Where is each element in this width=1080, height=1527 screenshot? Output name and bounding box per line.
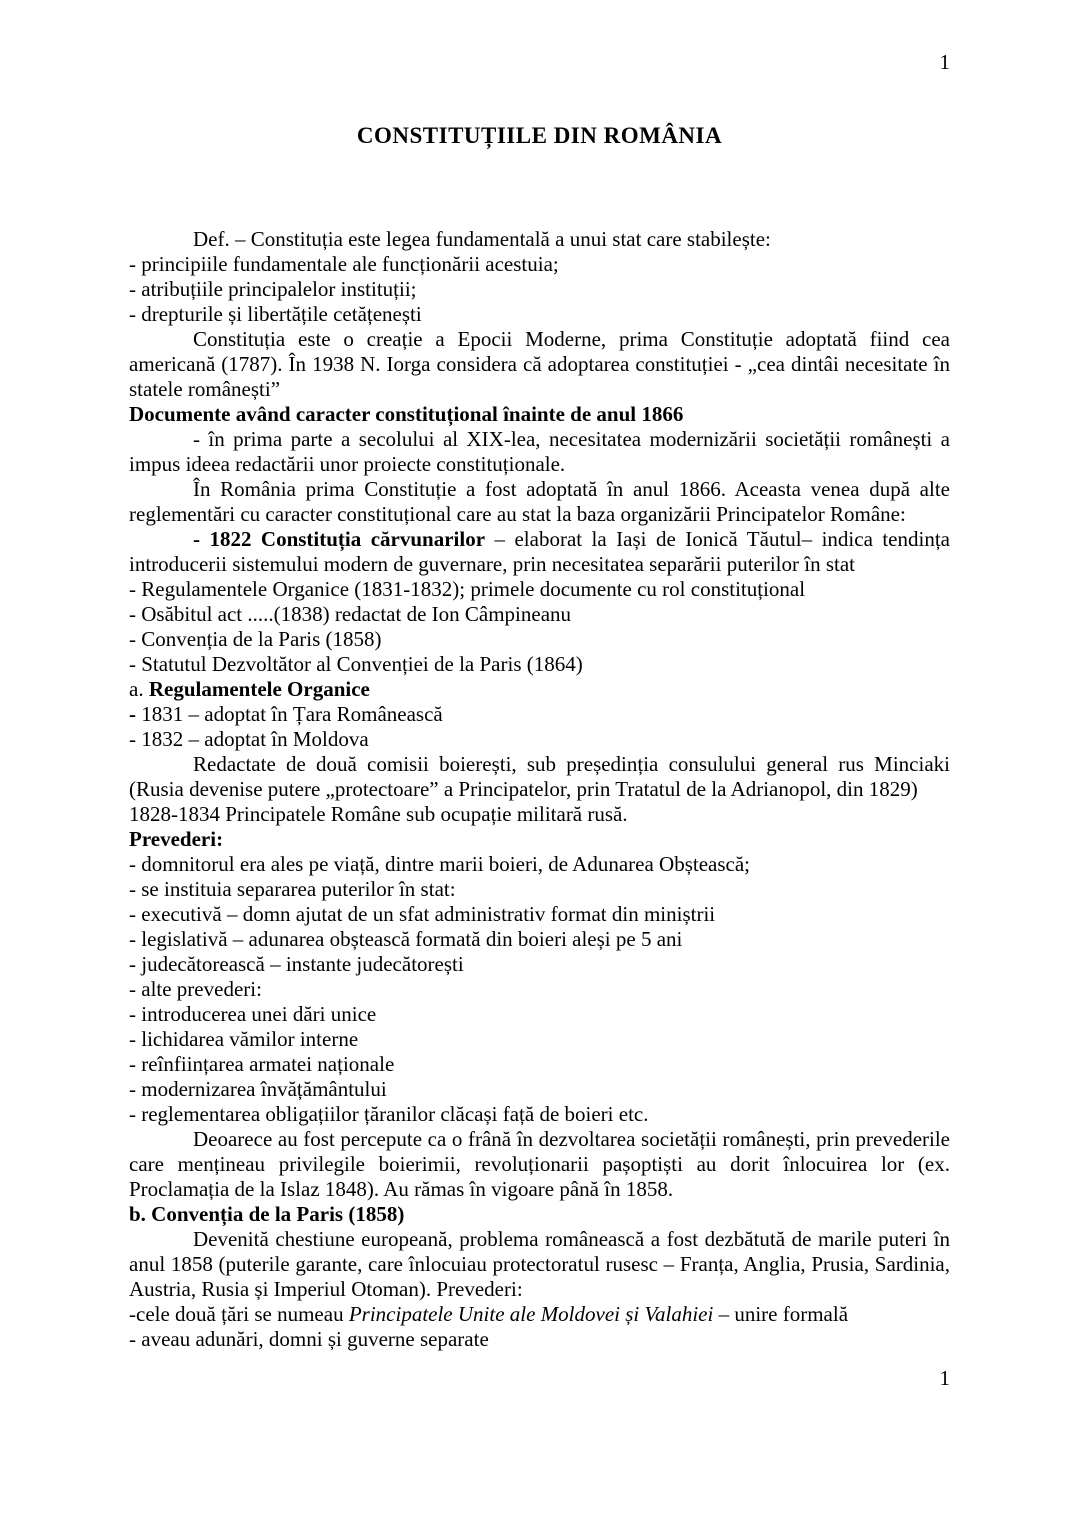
list-item: [129, 1327, 950, 1352]
text-run: - judecătorească – instante judecătorești: [129, 952, 464, 976]
list-item: [129, 1302, 950, 1327]
text-run: 1828-1834 Principatele Române sub ocupație militară rusă.: [129, 802, 628, 826]
text-run: - domnitorul era ales pe viață, dintre marii boieri, de Adunarea Obștească;: [129, 852, 751, 876]
text-run: - Statutul Dezvoltător al Convenției de la Paris (1864): [129, 652, 583, 676]
paragraph: [129, 427, 950, 477]
text-run: - 1832 – adoptat în Moldova: [129, 727, 369, 751]
text-run: – elaborat la Iași de Ionică Tăutul– indica tendința introducerii sistemului modern de guvernare, prin necesitatea separării puterilor în stat: [129, 527, 950, 576]
text-run: - modernizarea învățământului: [129, 1077, 387, 1101]
text-run: - legislativă – adunarea obștească formată din boieri aleși pe 5 ani: [129, 927, 683, 951]
sub-list-item: [129, 1077, 950, 1102]
text-run: Constituția este o creație a Epocii Moderne, prima Constituție adoptată fiind cea americană (1787). În 1938 N. Iorga considera că adoptarea constituției - „cea dintâi necesitate în statele românești”: [129, 327, 950, 401]
paragraph: [129, 527, 950, 577]
text-run: a.: [129, 677, 149, 701]
text-run: – unire formală: [713, 1302, 849, 1326]
text-run: - executivă – domn ajutat de un sfat administrativ format din miniștrii: [129, 902, 716, 926]
text-run: b. Convenția de la Paris (1858): [129, 1202, 405, 1226]
text-run: În România prima Constituție a fost adoptată în anul 1866. Aceasta venea după alte reglementări cu caracter constituțional care au stat la baza organizării Principatelor Române:: [129, 477, 950, 526]
list-item: [129, 877, 950, 902]
definition-intro: [129, 227, 950, 252]
text-run: Documente având caracter constituțional înainte de anul 1866: [129, 402, 684, 426]
text-run: Principatele Unite ale Moldovei și Valahiei: [348, 1302, 714, 1326]
list-item: [129, 627, 950, 652]
definition-point: [129, 302, 950, 327]
text-run: -cele două țări se numeau: [129, 1302, 349, 1326]
text-run: - aveau adunări, domni și guverne separate: [129, 1327, 489, 1351]
text-run: - se instituia separarea puterilor în stat:: [129, 877, 456, 901]
text-run: - în prima parte a secolului al XIX-lea, necesitatea modernizării societății românești a impus ideea redactării unor proiecte constituționale.: [129, 427, 950, 476]
text-run: - reînființarea armatei naționale: [129, 1052, 395, 1076]
text-run: Deoarece au fost percepute ca o frână în dezvoltarea societății românești, prin prevederile care mențineau privilegile boierimii, revoluționarii pașoptiști au dorit înlocuirea lor (ex. Proclamația de la Islaz 1848). Au rămas în vigoare până în 1858.: [129, 1127, 950, 1201]
page-number-bottom: 1: [939, 1366, 950, 1390]
text-run: Devenită chestiune europeană, problema românească a fost dezbătută de marile puteri în anul 1858 (puterile garante, care înlocuiau protectoratul rusesc – Franța, Anglia, Prusia, Sardinia, Austria, Rusia și Imperiul Otoman). Prevederi:: [129, 1227, 950, 1301]
list-item: [129, 577, 950, 602]
text-run: 1831 – adoptat în Țara Românească: [141, 702, 443, 726]
text-run: - Convenția de la Paris (1858): [129, 627, 382, 651]
list-item: [129, 852, 950, 877]
text-run: - drepturile și libertățile cetățenești: [129, 302, 422, 326]
sub-list-item: [129, 1102, 950, 1127]
document-title: CONSTITUȚIILE DIN ROMÂNIA: [356, 123, 723, 148]
subheading-b: [129, 1202, 950, 1227]
text-run: - principiile fundamentale ale funcționării acestuia;: [129, 252, 559, 276]
text-run: - reglementarea obligațiilor țăranilor clăcași față de boieri etc.: [129, 1102, 649, 1126]
definition-point: [129, 277, 950, 302]
sub-list-item: [129, 1027, 950, 1052]
sub-list-item: [129, 1052, 950, 1077]
text-run: - atribuțiile principalelor instituții;: [129, 277, 417, 301]
section-heading: [129, 402, 950, 427]
text-run: - 1822 Constituția cărvunarilor: [193, 527, 486, 551]
sub-list-item: [129, 1002, 950, 1027]
text-run: - Regulamentele Organice (1831-1832); primele documente cu rol constituțional: [129, 577, 806, 601]
paragraph: [129, 1227, 950, 1302]
subheading-prevederi: [129, 827, 950, 852]
list-item: [129, 652, 950, 677]
text-run: - lichidarea vămilor interne: [129, 1027, 359, 1051]
paragraph: [129, 752, 950, 802]
text-run: Regulamentele Organice: [148, 677, 370, 701]
page-number-top: 1: [939, 50, 950, 74]
text-run: - Osăbitul act .....(1838) redactat de Ion Câmpineanu: [129, 602, 572, 626]
paragraph: [129, 477, 950, 527]
intro-paragraph: [129, 327, 950, 402]
document-body: [129, 227, 950, 1352]
text-run: - alte prevederi:: [129, 977, 262, 1001]
list-item: [129, 602, 950, 627]
paragraph: [129, 1127, 950, 1202]
definition-point: [129, 252, 950, 277]
text-run: Prevederi:: [129, 827, 224, 851]
sub-list-item: [129, 902, 950, 927]
text-run: - introducerea unei dări unice: [129, 1002, 377, 1026]
paragraph: [129, 802, 950, 827]
list-item: [129, 702, 950, 727]
list-item: [129, 727, 950, 752]
sub-list-item: [129, 952, 950, 977]
text-run: Redactate de două comisii boierești, sub președinția consulului general rus Minciaki (Rusia devenise putere „protectoare” a Principatelor, prin Tratatul de la Adrianopol, din 1829): [129, 752, 950, 801]
subheading-a: [129, 677, 950, 702]
text-run: -: [129, 702, 142, 726]
text-run: Def. – Constituția este legea fundamentală a unui stat care stabilește:: [193, 227, 771, 251]
list-item: [129, 977, 950, 1002]
sub-list-item: [129, 927, 950, 952]
